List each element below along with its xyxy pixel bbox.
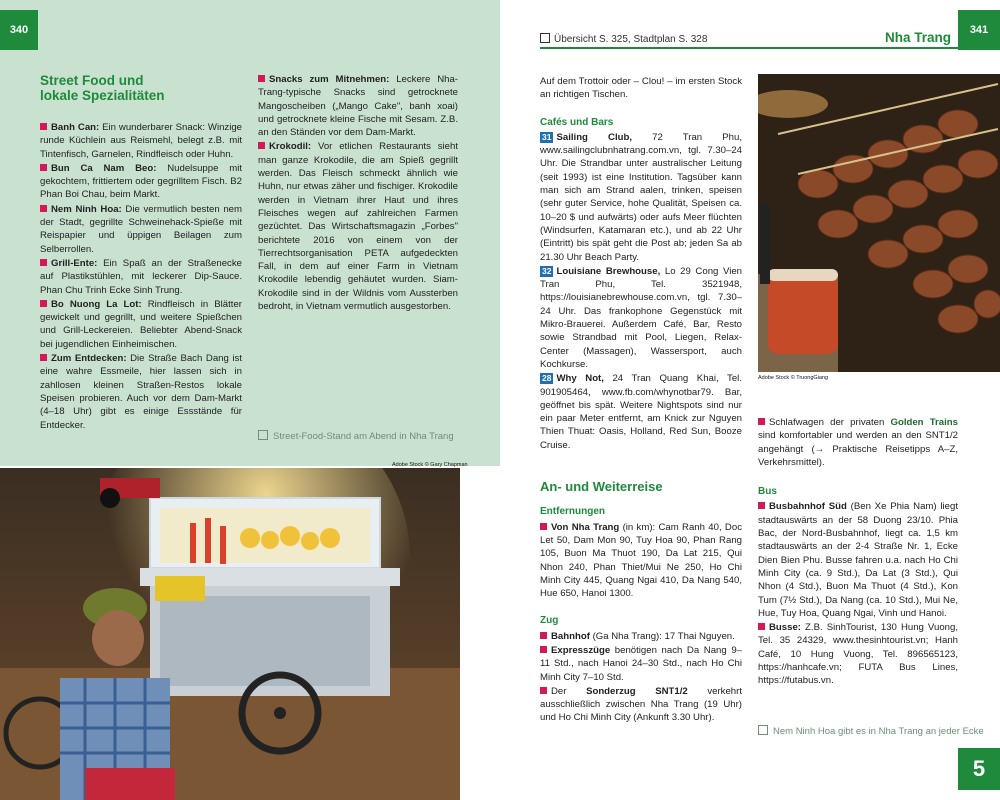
item-text: Rindfleisch in Blätter gewickelt und gegrillt, und weitere Spießchen und Grill-Leckereien. Beliebter Abend-Snack bei jugendlichen Einheimischen. [40,298,242,350]
list-item [40,352,242,432]
item-prefix: Der [551,685,587,697]
photo-caption-right: Nem Ninh Hoa gibt es in Nha Trang an jeder Ecke [758,725,984,737]
item-text: Z.B. SinhTourist, 130 Hung Vuong, Tel. 35 24329, www.thesinhtourist.vn; Hanh Café, 10 Hung Vuong, Tel. 896565123, https://hanhcafe.vn; FUTA Bus Lines, https://futabus.vn. [758,622,958,687]
item-text: Leckere Nha-Trang-typische Snacks sind getrocknete Mangoscheiben („Mango Cake", banh xoai) und getrocknete kleine Fische mit Sesam. Z.B. an den Ständen vor dem Dam-Markt. [258,74,458,139]
page-number-right: 341 [958,10,1000,50]
list-item [540,644,742,684]
cafes-list [540,131,742,452]
item-term: Busbahnhof Süd [769,501,847,513]
section-title: Street Food und lokale Spezialitäten [40,73,165,103]
list-item [540,630,742,643]
item-text: (Ga Nha Trang): 17 Thai Nguyen. [589,630,735,642]
bus-list [758,500,958,687]
item-text: Die vermutlich besten nem der Stadt, gegrillte Schweinehack-Spieße mit Reispapier und üppigen Beilagen zum Selberrollen. [40,203,242,255]
page-number-left: 340 [0,10,38,50]
bullet-icon [40,123,47,130]
item-term: Bo Nuong La Lot: [51,298,142,310]
right-column-1 [540,75,742,726]
item-text: Ein Spaß an der Straßenecke auf Plastikstühlen, mit leckerer Dip-Sauce. Phan Chu Trinh Ecke Sinh Trung. [40,257,242,296]
item-term: Sailing Club, [556,131,633,143]
bullet-icon [258,142,265,149]
train-heading: Zug [540,615,559,627]
snacks-list [258,73,458,313]
cafes-heading: Cafés und Bars [540,116,614,128]
item-term: Snacks zum Mitnehmen: [269,74,390,85]
header-rule [540,47,958,49]
bullet-icon [758,418,765,425]
bullet-icon [758,623,765,630]
list-item [758,621,958,687]
venue-number: 28 [542,373,552,384]
left-column-1 [40,73,242,433]
item-term: Expresszüge [551,644,611,656]
list-item [40,298,242,351]
item-term: Why Not, [556,373,604,385]
item-text: benötigen nach Da Nang 9–11 Std., nach Hanoi 24–30 Std., nach Ho Chi Minh City 7–10 Std. [540,644,742,683]
venue-number: 31 [542,131,552,142]
list-item [540,685,742,725]
item-term: Sonderzug SNT1/2 [586,685,688,697]
street-food-stand-photo [0,468,460,800]
list-item [258,140,458,313]
bullet-icon [40,300,47,307]
list-item [540,372,742,452]
list-item [540,265,742,371]
list-item [40,121,242,161]
list-item [540,131,742,264]
bullet-icon [540,687,547,694]
header-title: Nha Trang [885,30,952,45]
item-text: 24 Tran Quang Khai, Tel. 901905464, www.fb.com/whynotbar79. Bar, geöffnet bis spät. Weitere Nightspots sind nur ein paar Meter entfernt, am Knick zur Nguyen Thien Thuat: Oasis, Holland, Red Sun, Booze Cruise. [540,373,742,451]
item-term: Bun Ca Nam Beo: [51,162,157,174]
right-column-2 [758,416,958,689]
item-term: Banh Can: [51,122,100,133]
nem-ninh-hoa-photo [758,74,1000,372]
item-term: Grill-Ente: [51,257,98,269]
distances-heading: Entfernungen [540,506,605,518]
photo-caption-left: Street-Food-Stand am Abend in Nha Trang [258,430,454,442]
item-text: Nudelsuppe mit gekochtem, frittiertem oder gegrilltem Fisch. B2 Phan Boi Chau, beim Markt. [40,162,243,201]
list-item [40,162,242,202]
bus-heading: Bus [758,486,777,498]
list-item [258,73,458,139]
bullet-icon [540,646,547,653]
street-food-list [40,121,242,432]
caption-icon [758,725,768,735]
photo-credit-right: Adobe Stock © TruongGiang [758,375,829,381]
item-term: Louisiane Brewhouse, [556,265,661,277]
left-column-2 [258,73,458,314]
distances-item: Von Nha Trang (in km): Cam Ranh 40, Doc Let 50, Dam Mon 90, Tuy Hoa 90, Phan Rang 105, Buon Ma Thuot 190, Da Lat 215, Qui Nhon 240, Phan Thiet/Mui Ne 250, Ho Chi Minh City 445, Quang Ngai 410, Da Nang 540, Hue 650, Hanoi 1300. [540,521,742,600]
item-term: Bahnhof [551,630,590,642]
list-item [758,500,958,620]
bullet-icon [540,523,547,530]
item-text: 72 Tran Phu, www.sailingclubnhatrang.com.vn, tgl. 7.30–24 Uhr. Die Strandbar unter australischer Leitung (seit 1993) ist eine Institution. Tagsüber kann man sich am Strand aalen, trinken, speisen (sehr guter Service, hohe Qualität, Speisen ca. 10–20 $ und aufwärts) oder aufs Meer flüchten (Windsurfen, Katamaran etc.), und ab 22 Uhr (Eintritt) bis spät geht die Post ab; jeden Sa ab 21.30 Uhr Beach Party. [540,131,742,263]
list-item [40,257,242,297]
sleeper-item: Schlafwagen der privaten Golden Trains sind komfortabler und werden an den SNT1/2 angehängt (→ Praktische Reisetipps A–Z, Verkehrsmittel). [758,417,958,468]
item-text: Lo 29 Cong Vien Tran Phu, Tel. 3521948, https://louisianebrewhouse.com.vn, tgl. 7.30–24 Uhr. Das frankophone Gegenstück mit Mikro-Brauerei. Außerdem Café, Bar, Resto sowie Strandbad mit Pool, Liegen, Relax-Center (Massagen), Wassersport, auch Kochkurse. [540,265,743,370]
item-text: (Ben Xe Phia Nam) liegt stadtauswärts an der 58 Duong 23/10. Phia Bac, der Nord-Busbahnhof, liegt ca. 1,5 km stadtauswärts an der 2-4 Straße Nr. 1, Ecke Dien Bien Phu. Busse fahren u.a. nach Ho Chi Minh City (ca. 9 Std.), Da Lat (3 Std.), Qui Nhon (4 Std.), Buon Ma Thuot (4 Std.), Kon Tum (7½ Std.), Da Nang (ca. 10 Std.), Mui Ne, Hue, Tuy Hoa, Quang Ngai, Vinh und Hanoi. [758,501,958,619]
intro-text: Auf dem Trottoir oder – Clou! – im ersten Stock an richtigen Tischen. [540,76,742,101]
bullet-icon [40,354,47,361]
chapter-tab: 5 [958,748,1000,790]
bullet-icon [540,632,547,639]
caption-icon [258,430,268,440]
item-term: Krokodil: [269,141,312,153]
bullet-icon [758,502,765,509]
checkbox-icon [540,33,550,43]
photo-credit-left: Adobe Stock © Gary Chapman [392,462,468,468]
header-reference: Übersicht S. 325, Stadtplan S. 328 [540,33,707,45]
bullet-icon [258,75,265,82]
item-text: Die Straße Bach Dang ist eine wahre Essmeile, hier lassen sich in zahllosen kleinen Straßen-Restos lokale Speisen probieren. Auch vor dem Dam-Markt (4–18 Uhr) gibt es einige Essstände für Entdecker. [40,353,242,431]
train-list [540,630,742,725]
item-term: Zum Entdecken: [51,353,127,365]
item-text: verkehrt ausschließlich zwischen Nha Trang (19 Uhr) und Ho Chi Minh City (Ankunft 3.30 Uhr). [540,685,742,724]
bullet-icon [40,164,47,171]
item-term: Nem Ninh Hoa: [51,203,122,215]
bullet-icon [40,259,47,266]
list-item [40,203,242,256]
item-text: Ein wunderbarer Snack: Winzige runde Küchlein aus Reismehl, belegt z.B. mit Tintenfisch, Garnelen, Rindfleisch oder Huhn. [40,122,243,160]
travel-heading: An- und Weiterreise [540,479,663,495]
venue-number: 32 [542,265,552,276]
item-term: Busse: [769,622,801,634]
right-page [500,0,1000,800]
item-text: Vor etlichen Restaurants sieht man ganze Krokodile, die am Spieß gegrillt werden. Das Fleisch schmeckt ähnlich wie Huhn, nur etwas zäher und fischiger. Krokodile werden in Vietnam ihrer Haut und ihres Fleisches wegen auf zahlreichen Farmen gezüchtet. Das Wirtschaftsmagazin „Forbes" berichtete 2016 von einem von der Tierrechtsorganisation PETA aufgedeckten Fall, in dem auf einer Farm in Vietnam Krokodile lebendig gehäutet wurden. Siam-Krokodile sind in der Wildnis vom Aussterben bedroht, in Vietnam vermutlich ausgestorben. [258,141,458,313]
bullet-icon [40,205,47,212]
